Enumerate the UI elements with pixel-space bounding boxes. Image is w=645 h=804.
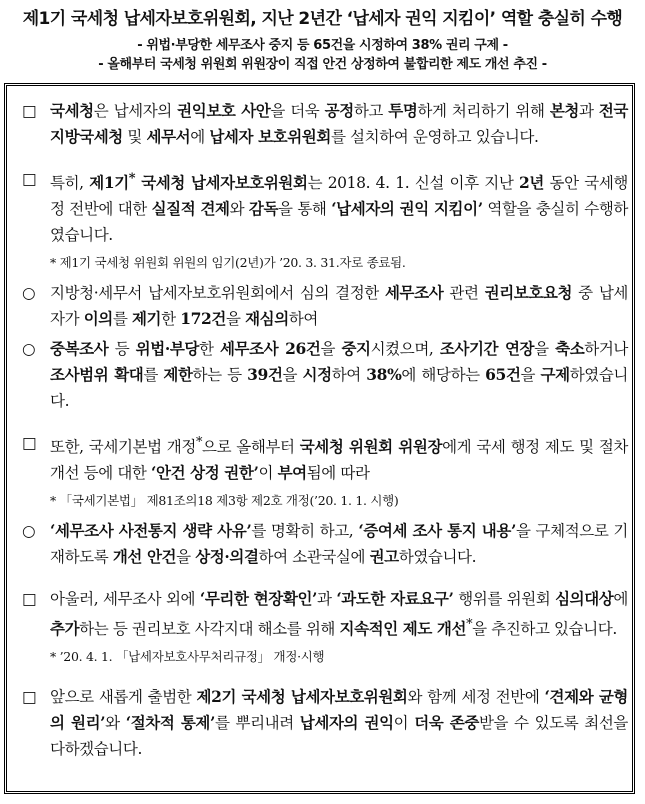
sub-paragraph [22,280,628,332]
paragraph-text: 아울러, 세무조사 외에 ‘무리한 현장확인’과 ‘과도한 자료요구’ 행위를 위원회 심의대상에 추가하는 등 권리보호 사각지대 해소를 위해 지속적인 제도 개선*을 추진하고 있습니다. [50,589,628,639]
paragraph-text: 또한, 국세기본법 개정*으로 올해부터 국세청 위원회 위원장에게 국세 행정 제도 및 절차 개선 등에 대한 ‘안건 상정 권한’이 부여됨에 따라 [50,435,628,483]
square-bullet-icon: □ [22,688,37,707]
main-paragraph [22,430,628,486]
subtitle-2: - 올해부터 국세청 위원회 위원장이 직접 안건 상정하여 불합리한 제도 개선 추진 - [98,57,547,72]
main-paragraph [22,166,628,248]
sub-paragraph [22,336,628,414]
paragraph-text: 중복조사 등 위법·부당한 세무조사 26건을 중지시켰으며, 조사기간 연장을 축소하거나 조사범위 확대를 제한하는 등 39건을 시정하여 38%에 해당하는 65건을 구제하였습니다. [50,339,629,411]
footnote: * 「국세기본법」 제81조의18 제3항 제2호 개정(’20. 1. 1. 시행) [50,493,399,509]
main-paragraph [22,98,628,150]
sub-paragraph [22,518,628,570]
paragraph-text: 특히, 제1기* 국세청 납세자보호위원회는 2018. 4. 1. 신설 이후 지난 2년 동안 국세행정 전반에 대한 실질적 견제와 감독을 통해 ‘납세자의 권익 지킴이’ 역할을 충실히 수행하였습니다. [50,171,628,245]
square-bullet-icon: □ [22,434,37,453]
subtitle-1: - 위법·부당한 세무조사 중지 등 65건을 시정하여 38% 권리 구제 - [137,38,508,53]
paragraph-text: ‘세무조사 사전통지 생략 사유’를 명확히 하고, ‘증여세 조사 통지 내용’을 구체적으로 기재하도록 개선 안건을 상정·의결하여 소관국실에 권고하였습니다. [50,521,628,567]
circle-bullet-icon: ○ [22,522,36,541]
main-paragraph [22,684,628,762]
main-paragraph [22,586,628,642]
press-release-body [22,98,628,762]
footnote: * 제1기 국세청 위원회 위원의 임기(2년)가 ’20. 3. 31.자로 종료됨. [50,255,406,271]
page-title: 제1기 국세청 납세자보호위원회, 지난 2년간 ‘납세자 권익 지킴이’ 역할 충실히 수행 [22,9,623,29]
paragraph-text: 앞으로 새롭게 출범한 제2기 국세청 납세자보호위원회와 함께 세정 전반에 ‘견제와 균형의 원리’와 ‘절차적 통제’를 뿌리내려 납세자의 권익이 더욱 존중받을 수 있도록 최선을 다하겠습니다. [50,687,629,759]
paragraph-text: 국세청은 납세자의 권익보호 사안을 더욱 공정하고 투명하게 처리하기 위해 본청과 전국 지방국세청 및 세무서에 납세자 보호위원회를 설치하여 운영하고 있습니다. [50,101,629,146]
paragraph-text: 지방청·세무서 납세자보호위원회에서 심의 결정한 세무조사 관련 권리보호요청 중 납세자가 이의를 제기한 172건을 재심의하여 [50,283,628,329]
footnote: * ’20. 4. 1. 「납세자보호사무처리규정」 개정·시행 [50,649,325,665]
square-bullet-icon: □ [22,170,37,188]
circle-bullet-icon: ○ [22,284,36,303]
square-bullet-icon: □ [22,590,37,609]
square-bullet-icon: □ [22,102,37,120]
circle-bullet-icon: ○ [22,340,36,359]
